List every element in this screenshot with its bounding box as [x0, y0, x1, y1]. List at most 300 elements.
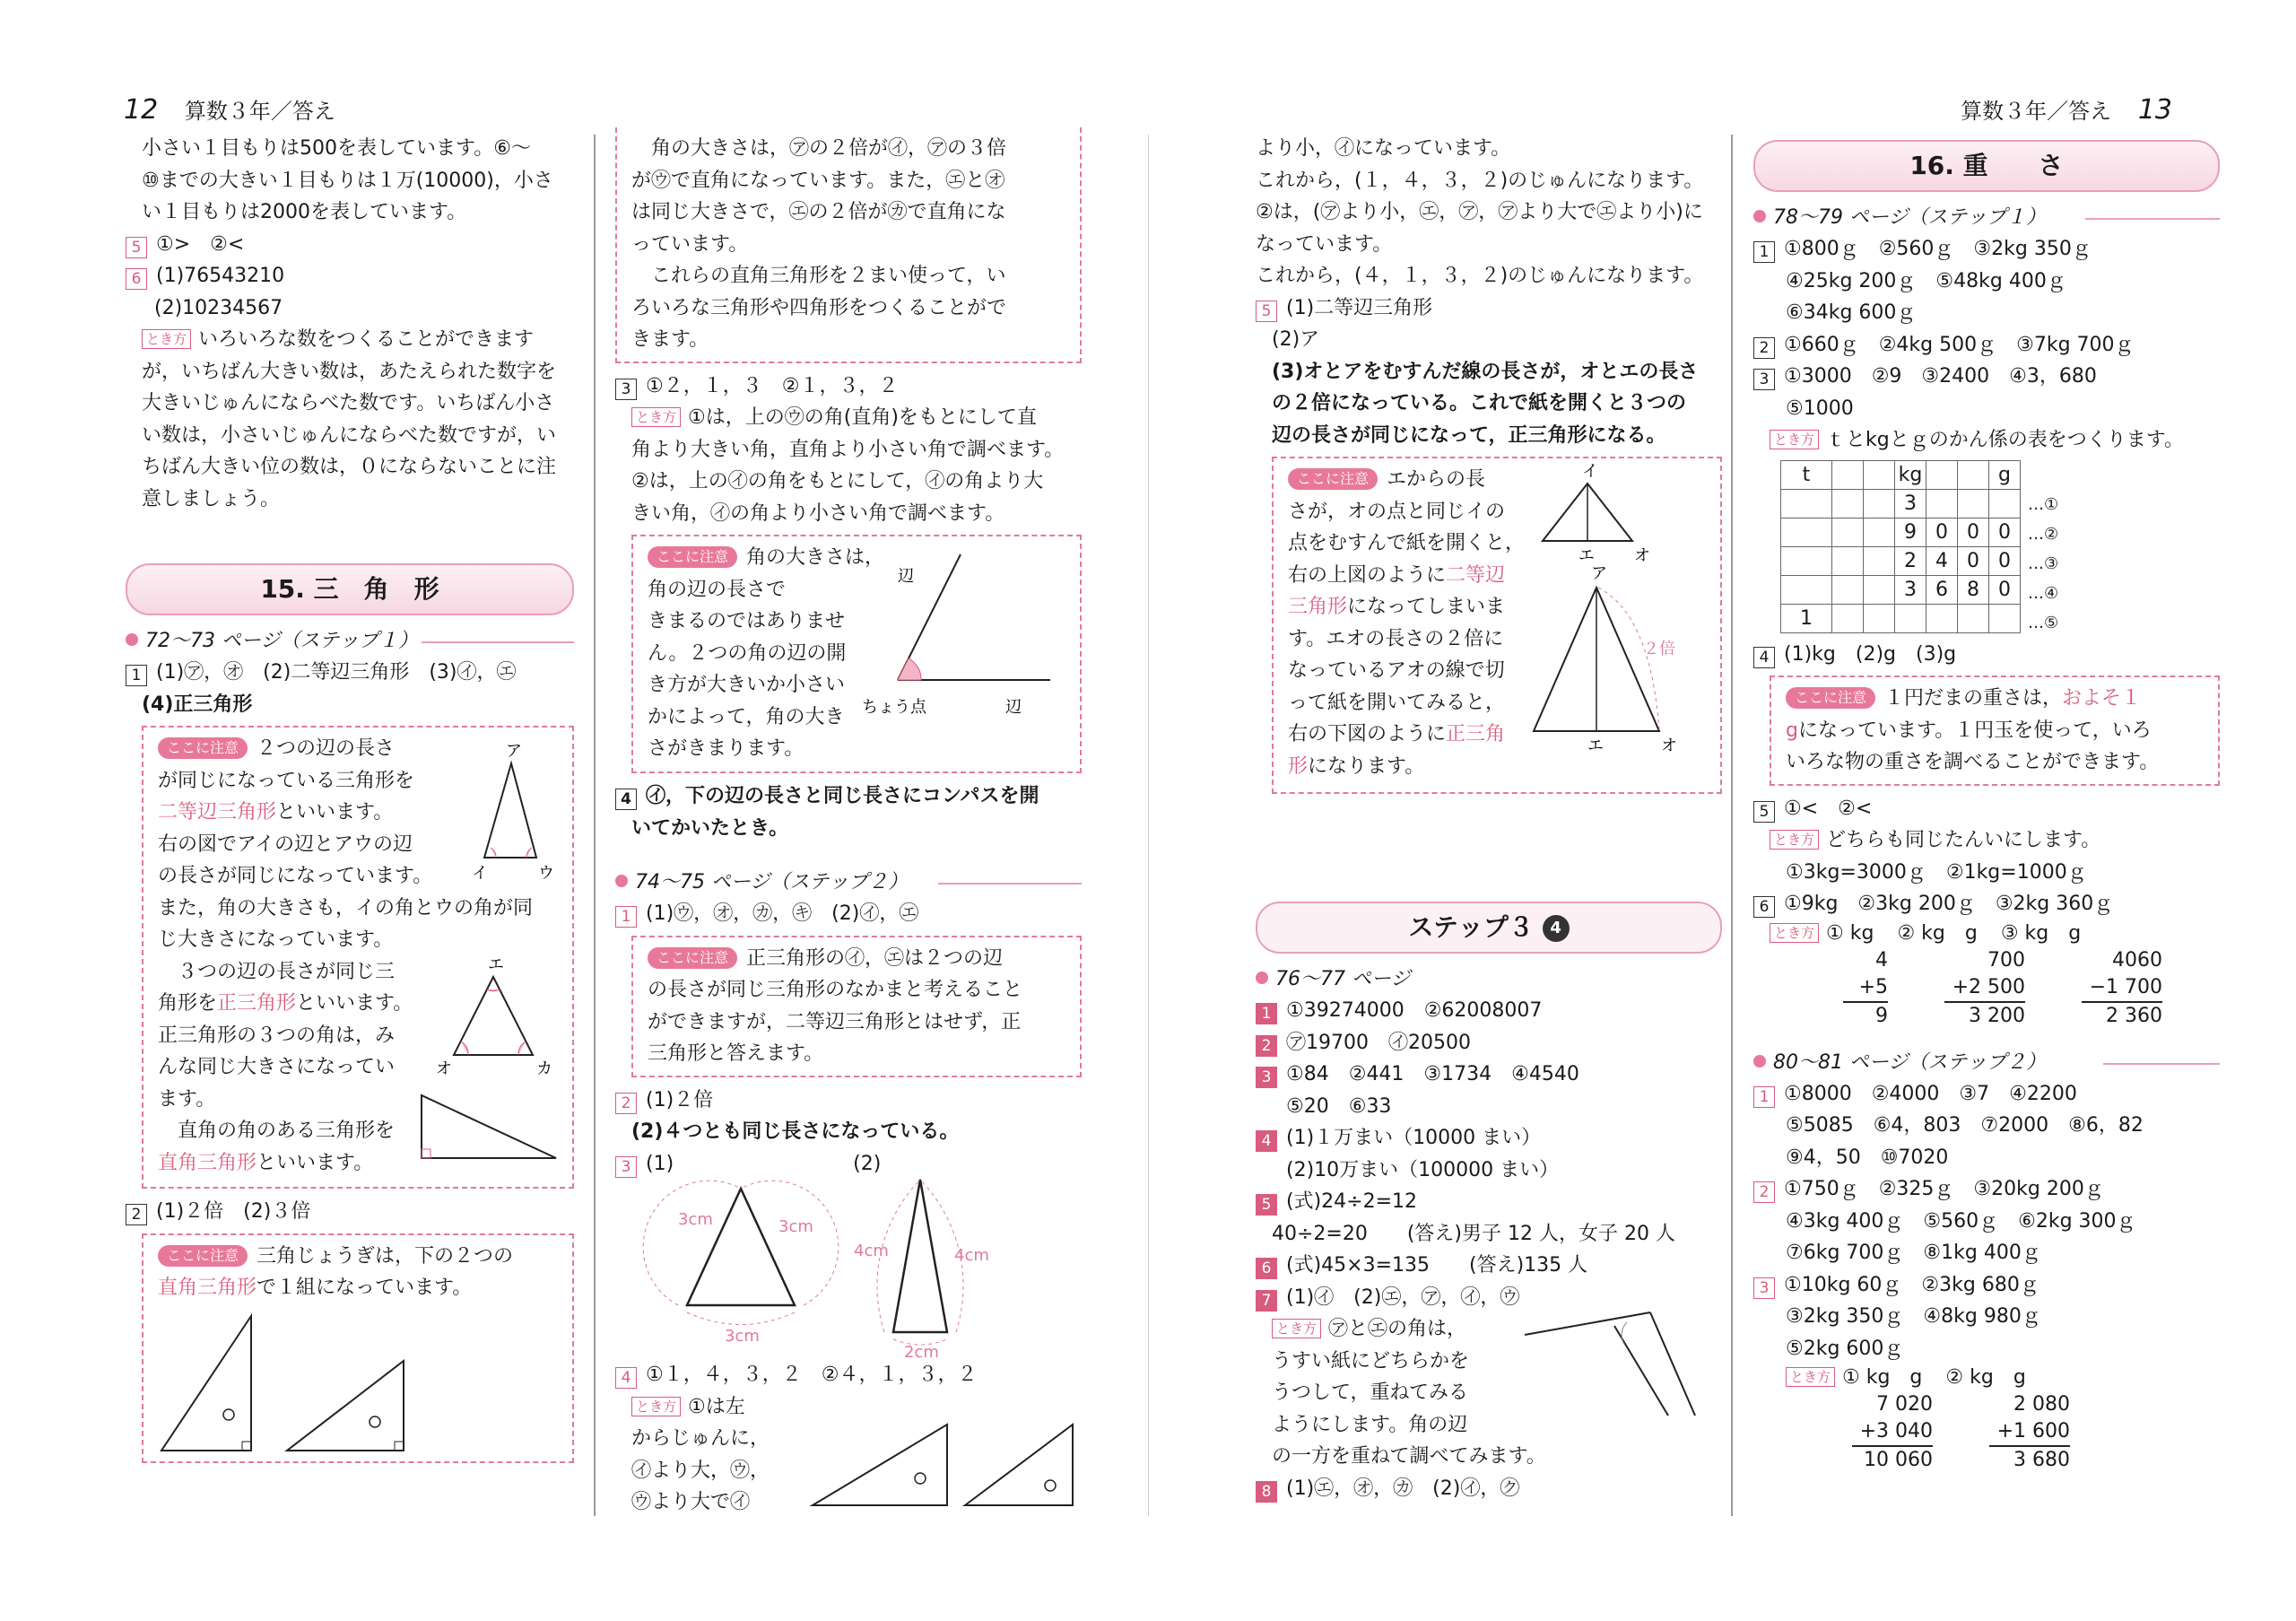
- answer-text: (1)kg (2)g (3)g: [1784, 642, 1957, 666]
- question-number: 3: [615, 379, 637, 400]
- column-3: [1256, 133, 1722, 1504]
- highlight-term: 正三角形: [217, 992, 297, 1015]
- answer-text: (式)45×3=135 (答え)135 人: [1286, 1254, 1588, 1277]
- left-page-header: [124, 93, 335, 126]
- side-label: 辺: [898, 567, 914, 586]
- table-cell: [1832, 575, 1864, 604]
- text-line: 三角形と答えます。: [648, 1042, 824, 1065]
- table-cell: 0: [1926, 518, 1958, 546]
- question-number: 1: [1753, 1086, 1775, 1108]
- vertex-label: オ: [1634, 546, 1650, 565]
- text-line: んな同じ大きさになってい: [158, 1056, 396, 1078]
- table-cell: [1832, 518, 1864, 546]
- answer-text: ①84 ②441 ③1734 ④4540: [1286, 1063, 1579, 1085]
- text-line: 右の上図のように: [1288, 563, 1447, 587]
- table-cell: 0: [1989, 575, 2021, 604]
- table-header: g: [1989, 460, 2021, 489]
- step-label: 76～77 ページ: [1275, 968, 1411, 990]
- table-cell: [1926, 489, 1958, 518]
- question-number: 6: [1753, 896, 1775, 918]
- text-line: す。エオの長さの２倍に: [1288, 627, 1504, 650]
- folded-paper-figures: [1525, 462, 1686, 758]
- rule-line: [2103, 1063, 2220, 1065]
- caution-tag: ここに注意: [158, 737, 248, 759]
- side-label: 辺: [1005, 698, 1022, 717]
- highlight-term: 三角形: [1288, 596, 1348, 618]
- text-line: ㋑より大，㋒，: [631, 1459, 770, 1482]
- answer-text: ④25kg 200ｇ ⑤48kg 400ｇ: [1786, 269, 2066, 292]
- length-label: 3cm: [678, 1210, 713, 1229]
- step-label: 78～79 ページ（ステップ１）: [1773, 206, 2047, 229]
- highlight-term: g: [1786, 719, 1798, 742]
- answer-text: ①3000 ②9 ③2400 ④3，680: [1784, 365, 2097, 388]
- bullet-dot: [1753, 210, 1766, 222]
- table-row: [1781, 575, 2021, 604]
- text-line: これらの直角三角形を２まい使って，い: [651, 265, 1006, 287]
- table-cell: [1781, 518, 1832, 546]
- text-line: っています。: [631, 232, 749, 256]
- text-line: 角の大きさは，㋐の２倍が㋑，㋐の３倍: [651, 137, 1007, 160]
- table-cell: 1: [1781, 604, 1832, 632]
- table-cell: 8: [1958, 575, 1989, 604]
- bullet-dot: [1753, 1055, 1766, 1068]
- answer-3: [1256, 1059, 1722, 1091]
- text-line: 小さい１目もりは500を表しています。⑥～: [142, 137, 531, 160]
- explanation: [126, 324, 574, 356]
- text-line: ㋒より大で㋑: [631, 1491, 751, 1513]
- answer-text: (4)正三角形: [142, 693, 253, 716]
- question-number: 3: [1753, 369, 1775, 390]
- text-line: 正三角形の３つの角は，み: [158, 1024, 396, 1047]
- highlight-term: 直角三角形: [158, 1277, 257, 1299]
- question-number: 2: [615, 1093, 637, 1114]
- text-line: ん。２つの角の辺の開: [648, 641, 847, 665]
- answer-text: ①２，１，３ ②１，３，２: [646, 374, 899, 397]
- question-number: 3: [615, 1156, 637, 1178]
- text-line: になります。: [1308, 754, 1425, 778]
- text-line: 正三角形の㋑，㋓は２つの辺: [746, 946, 1004, 970]
- calc-labels: [1753, 920, 2220, 947]
- answer-text: ㋑，下の辺の長さと同じ長さにコンパスを開: [646, 785, 1039, 807]
- calc-label: ① kg g: [1842, 1366, 1923, 1389]
- text-line: って紙を開いてみると，: [1288, 691, 1506, 714]
- answer-text: ⑥34kg 600ｇ: [1786, 301, 1917, 324]
- question-number: 7: [1256, 1290, 1277, 1312]
- vertex-label: イ: [1582, 462, 1598, 481]
- text-line: きまるのではありませ: [648, 610, 846, 632]
- question-number: 4: [615, 1367, 637, 1389]
- text-line: ①3kg=3000ｇ ②1kg=1000ｇ: [1786, 860, 2087, 884]
- answer-text: (2)10234567: [154, 296, 283, 319]
- question-number: 5: [126, 237, 147, 258]
- table-row-markers: [2028, 490, 2058, 638]
- text-line: ３つの辺の長さが同じ三: [178, 960, 396, 983]
- angle-figure: [862, 545, 1059, 743]
- answer-text: ①9kg ②3kg 200ｇ ③2kg 360ｇ: [1784, 893, 2114, 915]
- answer-2: [1753, 1173, 2220, 1206]
- text-line: からじゅんに，: [631, 1427, 770, 1450]
- answer-text: (1)２倍: [646, 1088, 714, 1111]
- question-number: 4: [1256, 1130, 1277, 1152]
- step3-title-band: [1256, 902, 1722, 954]
- table-header: [1864, 460, 1895, 489]
- calc-3: [2082, 947, 2162, 1030]
- text-line: 点をむすんで紙を開くと，: [1288, 532, 1526, 554]
- calc-line: +3 040: [1852, 1418, 1933, 1447]
- table-cell: 3: [1895, 489, 1926, 518]
- isosceles-triangle-figure: [466, 736, 556, 880]
- table-row: [1781, 546, 2021, 575]
- vertical-calculations: [1753, 1391, 2220, 1474]
- length-label: ２倍: [1643, 640, 1675, 658]
- text-line: ㋐と㋓の角は，: [1328, 1318, 1467, 1340]
- vertex-label: ちょう点: [862, 698, 926, 717]
- text-line: いろいろな数をつくることができます: [198, 328, 535, 351]
- calc-label: ② kg g: [1945, 1366, 2026, 1389]
- step-label: 80～81 ページ（ステップ２）: [1773, 1050, 2047, 1074]
- text-line: きい角，㋑の角より小さい角で調べます。: [631, 501, 1005, 525]
- text-line: ②は，(㋐より小，㋓，㋐，㋐より大で㋓より小)に: [1256, 201, 1703, 223]
- question-number: 6: [126, 268, 147, 290]
- answer-6: [1753, 888, 2220, 920]
- bullet-dot: [615, 875, 628, 887]
- question-number: 2: [1256, 1035, 1277, 1057]
- answer-text: (1)㋒，㋔，㋕，㋖ (2)㋑，㋓: [646, 902, 919, 925]
- calc-result: 3 680: [2013, 1449, 2070, 1471]
- step3-title: ステップ３: [1408, 912, 1534, 942]
- text-line: どちらも同じたんいにします。: [1826, 829, 2101, 851]
- table-cell: [1781, 575, 1832, 604]
- highlight-term: 直角三角形: [158, 1151, 257, 1174]
- text-line: じ大きさになっています。: [158, 928, 394, 951]
- text-line: ①は左: [688, 1395, 745, 1418]
- answer-2: [615, 1085, 1082, 1117]
- answer-text: (1)㋐，㋔ (2)二等辺三角形 (3)㋑，㋓: [156, 661, 517, 684]
- text-line: 角の大きさは，: [746, 546, 885, 569]
- tokikata-tag: とき方: [1272, 1319, 1321, 1338]
- text-line: い数は，小さいじゅんにならべた数ですが，い: [142, 423, 557, 447]
- tokikata-tag: とき方: [631, 1397, 681, 1416]
- answer-text: (2)４つとも同じ長さになっている。: [631, 1120, 960, 1143]
- set-square-pair-figure: [804, 1407, 1082, 1514]
- calc-label: ② kg g: [1897, 921, 1978, 945]
- answer-text: 40÷2=20 (答え)男子 12 人，女子 20 人: [1272, 1222, 1675, 1245]
- text-line: 大きいじゅんにならべた数です。いちばん小さ: [142, 392, 555, 414]
- text-line: うすい紙にどちらかを: [1272, 1349, 1470, 1373]
- calc-result: 3 200: [1969, 1004, 2025, 1027]
- tokikata-tag: とき方: [1770, 923, 1819, 943]
- text-line: ようにします。角の辺: [1272, 1413, 1468, 1436]
- text-line: ちばん大きい位の数は，０にならないことに注: [142, 456, 557, 478]
- question-number: 5: [1256, 301, 1277, 322]
- step-label: 74～75 ページ（ステップ２）: [635, 871, 909, 893]
- caution-box: [1770, 675, 2220, 786]
- text-line: になっています。１円玉を使って，いろ: [1797, 719, 2152, 742]
- calc-line: 7 020: [1876, 1393, 1933, 1416]
- tokikata-tag: とき方: [1786, 1367, 1835, 1387]
- text-line: き方が大きいか小さい: [648, 674, 846, 696]
- text-line: １円だまの重さは，: [1884, 687, 2063, 710]
- answer-2: [126, 1196, 574, 1228]
- column-1: [126, 133, 574, 1470]
- calc-1: [1843, 947, 1888, 1030]
- text-line: 右の下図のように: [1288, 723, 1447, 745]
- left-page-number: 12: [124, 94, 159, 126]
- table-cell: 0: [1989, 518, 2021, 546]
- unit-conversion-table: [1780, 460, 2021, 633]
- row-marker: …①: [2028, 494, 2059, 514]
- table-header: [1926, 460, 1958, 489]
- answer-text: ⑨4，50 ⑩7020: [1786, 1146, 1949, 1169]
- text-line: ⑩までの大きい１目もりは１万(10000)，小さ: [142, 169, 553, 192]
- answer-4: [615, 1359, 1082, 1391]
- vertex-label: エ: [1578, 546, 1595, 565]
- caution-tag: ここに注意: [1288, 468, 1378, 490]
- calc-2: [1944, 947, 2025, 1030]
- calc-label: ③ kg g: [2000, 921, 2082, 945]
- answer-6: [1256, 1250, 1722, 1282]
- explanation: [1753, 424, 2220, 457]
- answer-1: [126, 657, 574, 689]
- answer-text: (1)１万まい（10000 まい）: [1286, 1127, 1542, 1149]
- vertex-label: ウ: [538, 864, 554, 880]
- text-line: うつして，重ねてみる: [1272, 1381, 1469, 1404]
- caution-tag: ここに注意: [1786, 687, 1875, 709]
- table-header: [1958, 460, 1989, 489]
- left-header-title: 算数３年／答え: [184, 99, 335, 124]
- text-line: ２つの辺の長さ: [257, 737, 396, 760]
- answer-text: ①< ②<: [1784, 797, 1873, 820]
- table-cell: 4: [1926, 546, 1958, 575]
- calc-line: 4: [1875, 948, 1888, 972]
- row-marker: …③: [2028, 553, 2059, 573]
- unit-title-band: 15. 三 角 形: [126, 563, 574, 615]
- answer-text: ①750ｇ ②325ｇ ③20kg 200ｇ: [1784, 1178, 2104, 1200]
- text-line: ②は，上の㋑の角をもとにして，㋑の角より大: [631, 470, 1044, 492]
- text-line: といいます。: [257, 1151, 374, 1174]
- table-cell: [1989, 604, 2021, 632]
- calc-2: [1989, 1391, 2070, 1474]
- answer-5: [126, 229, 574, 261]
- table-row: [1781, 518, 2021, 546]
- text-line: 角より大きい角，直角より小さい角で調べます。: [631, 438, 1065, 461]
- rule-line: [2085, 218, 2220, 220]
- tokikata-tag: とき方: [631, 407, 681, 427]
- calc-1: [1852, 1391, 1933, 1474]
- answer-text: ①800ｇ ②560ｇ ③2kg 350ｇ: [1784, 238, 2092, 260]
- answer-5: [1256, 292, 1722, 325]
- table-row: [1781, 489, 2021, 518]
- caution-box: [142, 1233, 574, 1463]
- highlight-term: 正三角: [1446, 723, 1506, 745]
- rule-line: [938, 883, 1082, 885]
- compass-triangles-figure: [615, 1171, 1082, 1359]
- caution-box: [1272, 457, 1722, 794]
- answer-1: [615, 898, 1082, 930]
- step-heading: [1753, 1048, 2220, 1078]
- table-cell: [1958, 604, 1989, 632]
- bullet-dot: [126, 633, 138, 646]
- column-divider: [594, 135, 596, 1516]
- continued-note-box: [615, 127, 1082, 363]
- angle-comparison-figure: [1516, 1299, 1722, 1425]
- answer-text: 辺の長さが同じになって，正三角形になる。: [1272, 423, 1666, 447]
- answer-text: ⑤1000: [1786, 397, 1854, 420]
- question-number: 2: [1753, 337, 1775, 359]
- calc-result: 9: [1875, 1004, 1888, 1027]
- text-line: また，角の大きさも，イの角とウの角が同: [158, 896, 534, 919]
- text-line: い１目もりは2000を表しています。: [142, 201, 467, 223]
- text-line: 角形を: [158, 992, 218, 1015]
- text-line: といいます。: [276, 801, 394, 824]
- right-header-title: 算数３年／答え: [1961, 99, 2112, 124]
- table-cell: 2: [1895, 546, 1926, 575]
- length-label: 3cm: [778, 1217, 813, 1236]
- highlight-term: 二等辺三角形: [158, 801, 277, 824]
- table-header: kg: [1895, 460, 1926, 489]
- set-square-figures: [152, 1307, 547, 1460]
- table-cell: [1864, 546, 1895, 575]
- step-heading: [1256, 964, 1722, 995]
- table-cell: 0: [1958, 546, 1989, 575]
- answer-1: [1753, 233, 2220, 266]
- question-number: 1: [1256, 1003, 1277, 1024]
- vertex-label: エ: [1587, 736, 1604, 755]
- text-line: さが，オの点と同じイの: [1288, 500, 1506, 523]
- equilateral-triangle-figure: [430, 952, 556, 1077]
- table-cell: [1832, 546, 1864, 575]
- question-number: 1: [615, 906, 637, 928]
- answer-text: (1)㋓，㋔，㋕ (2)㋑，㋗: [1286, 1477, 1520, 1500]
- calc-label: ① kg: [1826, 921, 1874, 945]
- tokikata-tag: とき方: [1770, 430, 1819, 449]
- question-number: 2: [126, 1204, 147, 1225]
- answer-text: (3)オとアをむすんだ線の長さが，オとエの長さ: [1272, 360, 1699, 383]
- right-triangle-figure: [413, 1086, 565, 1167]
- answer-text: ⑦6kg 700ｇ ⑧1kg 400ｇ: [1786, 1242, 2041, 1264]
- table-cell: [1864, 604, 1895, 632]
- text-line: の長さが同じ三角形のなかまと考えること: [648, 979, 1023, 1001]
- answer-text: ④3kg 400ｇ ⑤560ｇ ⑥2kg 300ｇ: [1786, 1209, 2136, 1233]
- calc-line: +2 500: [1944, 974, 2025, 1003]
- text-line: これから，(１，４，３，２)のじゅんになります。: [1256, 169, 1704, 192]
- calc-line: 700: [1987, 948, 2025, 972]
- text-line: が同じになっている三角形を: [158, 769, 415, 792]
- column-2: [615, 133, 1082, 1519]
- vertex-label: イ: [472, 864, 488, 880]
- question-number: 5: [1256, 1194, 1277, 1216]
- text-line: といいます。: [296, 992, 413, 1015]
- question-number: 2: [1753, 1181, 1775, 1203]
- answer-5: [1753, 793, 2220, 825]
- answer-text: ①39274000 ②62008007: [1286, 999, 1543, 1022]
- table-cell: 0: [1958, 518, 1989, 546]
- highlight-term: およそ１: [2062, 687, 2142, 710]
- table-cell: [1781, 546, 1832, 575]
- question-number: 3: [1753, 1277, 1775, 1299]
- highlight-term: 二等辺: [1446, 563, 1506, 587]
- answer-text: (1)二等辺三角形: [1286, 296, 1433, 319]
- answer-2: [1256, 1027, 1722, 1059]
- table-cell: [1958, 489, 1989, 518]
- answer-4: [1256, 1122, 1722, 1155]
- answer-3: [1753, 1269, 2220, 1302]
- question-number: 3: [1256, 1067, 1277, 1088]
- answer-4: [1753, 639, 2220, 671]
- vertex-label: ア: [1591, 564, 1607, 583]
- text-line: ができますが，二等辺三角形とはせず，正: [648, 1010, 1022, 1033]
- text-line: が㋒で直角になっています。また，㋓と㋔: [631, 169, 1005, 192]
- text-line: より小，㋑になっています。: [1256, 137, 1511, 160]
- calc-result: 10 060: [1864, 1449, 1933, 1471]
- caution-tag: ここに注意: [648, 947, 737, 969]
- vertical-calculations: [1753, 947, 2220, 1030]
- answer-2: [1753, 329, 2220, 362]
- answer-5: [1256, 1186, 1722, 1218]
- answer-6: [126, 260, 574, 292]
- tokikata-tag: とき方: [142, 329, 191, 349]
- table-cell: [1926, 604, 1958, 632]
- table-cell: [1864, 575, 1895, 604]
- text-line: ①は，上の㋒の角(直角)をもとにして直: [688, 406, 1037, 429]
- text-line: なっています。: [1256, 232, 1393, 256]
- table-cell: 0: [1989, 546, 2021, 575]
- text-line: は同じ大きさで，㋓の２倍が㋕で直角にな: [631, 201, 1006, 223]
- text-line: で１組になっています。: [257, 1277, 473, 1299]
- text-line: これから，(４，１，３，２)のじゅんになります。: [1256, 265, 1704, 287]
- table-cell: [1864, 518, 1895, 546]
- question-number: 4: [615, 789, 637, 810]
- rule-line: [422, 641, 574, 643]
- calc-result: 2 360: [2106, 1004, 2162, 1027]
- text-line: ます。: [158, 1087, 216, 1111]
- text-line: なっているアオの線で切: [1288, 659, 1505, 682]
- table-header: t: [1781, 460, 1832, 489]
- unit-title-band: 16. 重 さ: [1753, 140, 2220, 192]
- text-line: の一方を重ねて調べてみます。: [1272, 1445, 1546, 1468]
- answer-text: いてかいたとき。: [631, 816, 789, 840]
- table-cell: 9: [1895, 518, 1926, 546]
- answer-text: ①10kg 60ｇ ②3kg 680ｇ: [1784, 1273, 2039, 1296]
- question-number: 6: [1256, 1258, 1277, 1279]
- calc-line: 4060: [2112, 948, 2162, 972]
- length-label: 4cm: [854, 1242, 889, 1260]
- answer-text: (2)ア: [1272, 328, 1320, 351]
- text-line: 三角じょうぎは，下の２つの: [257, 1244, 514, 1268]
- column-4: [1753, 133, 2220, 1474]
- vertex-label: カ: [536, 1059, 552, 1077]
- vertex-label: オ: [436, 1059, 452, 1077]
- text-line: きます。: [631, 328, 709, 351]
- table-cell: [1895, 604, 1926, 632]
- text-line: いろな物の重さを調べることができます。: [1786, 751, 2160, 773]
- answer-3: [615, 370, 1082, 403]
- answer-text: の２倍になっている。これで紙を開くと３つの: [1272, 392, 1687, 414]
- answer-text: (式)24÷2=12: [1286, 1190, 1418, 1213]
- caution-box: [631, 936, 1082, 1077]
- highlight-term: 形: [1288, 754, 1309, 778]
- explanation: [1753, 824, 2220, 857]
- caution-tag: ここに注意: [158, 1245, 248, 1267]
- length-label: 3cm: [725, 1327, 760, 1346]
- answer-text: ①660ｇ ②4kg 500ｇ ③7kg 700ｇ: [1784, 333, 2135, 356]
- step3-number-badge: 4: [1543, 915, 1570, 942]
- calc-line: +5: [1843, 974, 1888, 1003]
- caution-box: [631, 535, 1082, 773]
- caution-tag: ここに注意: [648, 546, 737, 568]
- answer-text: ①１，４，３，２ ②４，１，３，２: [646, 1364, 978, 1386]
- step-heading: [615, 867, 1082, 898]
